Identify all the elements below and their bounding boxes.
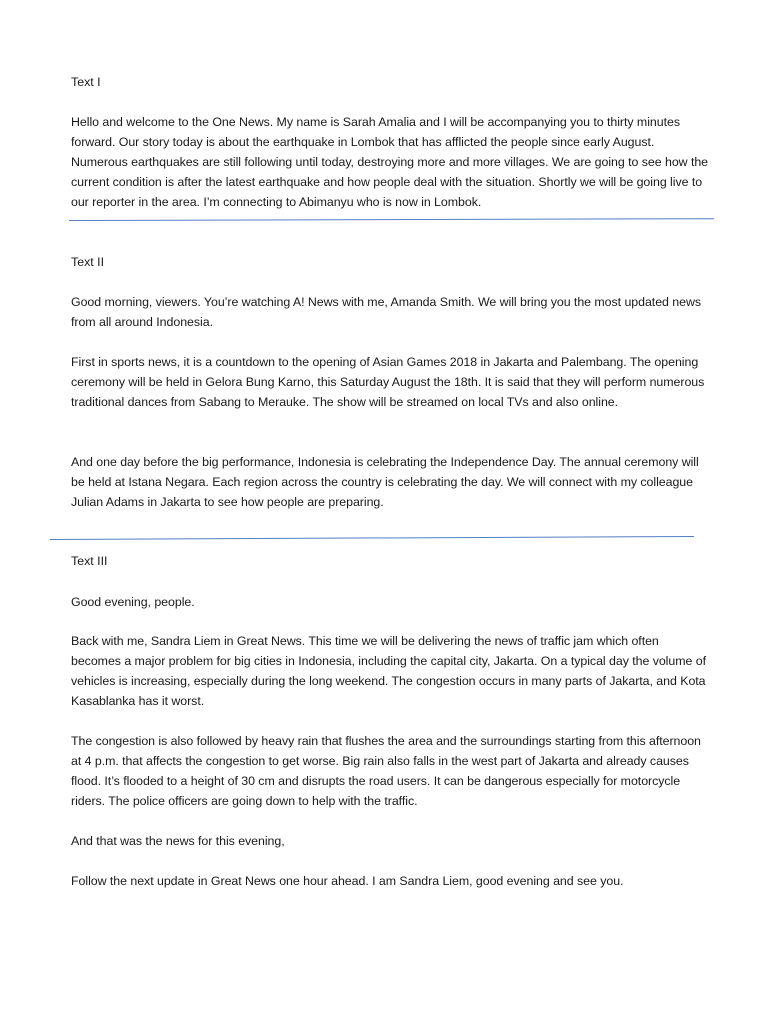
section-2-paragraph-2: First in sports news, it is a countdown to the opening of Asian Games 2018 in Jakarta and Palembang. The opening ceremony will be held in Gelora Bung Karno, this Saturday August the 18th. It is said that they will perform numerous traditional dances from Sabang to Merauke. The show will be streamed on local TVs and also online. — [71, 355, 705, 409]
section-divider-2 — [50, 536, 694, 540]
section-2-body-3 — [71, 452, 711, 512]
section-1-paragraph-1: Hello and welcome to the One News. My name is Sarah Amalia and I will be accompanying you to thirty minutes forward. Our story today is about the earthquake in Lombok that has afflicted the people since early August. Numerous earthquakes are still following until today, destroying more and more villages. We are going to see how the current condition is after the latest earthquake and how people deal with the situation. Shortly we will be going live to our reporter in the area. I’m connecting to Abimanyu who is now in Lombok. — [71, 115, 709, 209]
section-2-heading: Text II — [71, 255, 105, 269]
section-3-body-4 — [71, 831, 711, 851]
section-2-body-2 — [71, 352, 711, 412]
section-divider-1 — [69, 218, 714, 221]
section-2-paragraph-1: Good morning, viewers. You’re watching A! News with me, Amanda Smith. We will bring you the most updated news from all around Indonesia. — [71, 295, 701, 329]
section-2-body — [71, 292, 711, 332]
section-1-body — [71, 112, 711, 212]
section-3-paragraph-5: Follow the next update in Great News one hour ahead. I am Sandra Liem, good evening and see you. — [71, 874, 624, 888]
section-3-body-3 — [71, 731, 711, 811]
section-3-body-5 — [71, 871, 711, 891]
section-3-paragraph-4: And that was the news for this evening, — [71, 834, 285, 848]
section-3-heading: Text III — [71, 554, 108, 568]
section-1-heading: Text I — [71, 75, 101, 89]
section-3-body-2 — [71, 631, 711, 711]
section-2-paragraph-3: And one day before the big performance, Indonesia is celebrating the Independence Day. The annual ceremony will be held at Istana Negara. Each region across the country is celebrating the day. We will connect with my colleague Julian Adams in Jakarta to see how people are preparing. — [71, 455, 699, 509]
section-3-paragraph-2: Back with me, Sandra Liem in Great News. This time we will be delivering the news of traffic jam which often becomes a major problem for big cities in Indonesia, including the capital city, Jakarta. On a typical day the volume of vehicles is increasing, especially during the long weekend. The congestion occurs in many parts of Jakarta, and Kota Kasablanka has it worst. — [71, 634, 706, 708]
section-3-paragraph-3: The congestion is also followed by heavy rain that flushes the area and the surroundings starting from this afternoon at 4 p.m. that affects the congestion to get worse. Big rain also falls in the west part of Jakarta and already causes flood. It’s flooded to a height of 30 cm and disrupts the road users. It can be dangerous especially for motorcycle riders. The police officers are going down to help with the traffic. — [71, 734, 701, 808]
section-3-body-1 — [71, 592, 711, 612]
section-3-paragraph-1: Good evening, people. — [71, 595, 195, 609]
